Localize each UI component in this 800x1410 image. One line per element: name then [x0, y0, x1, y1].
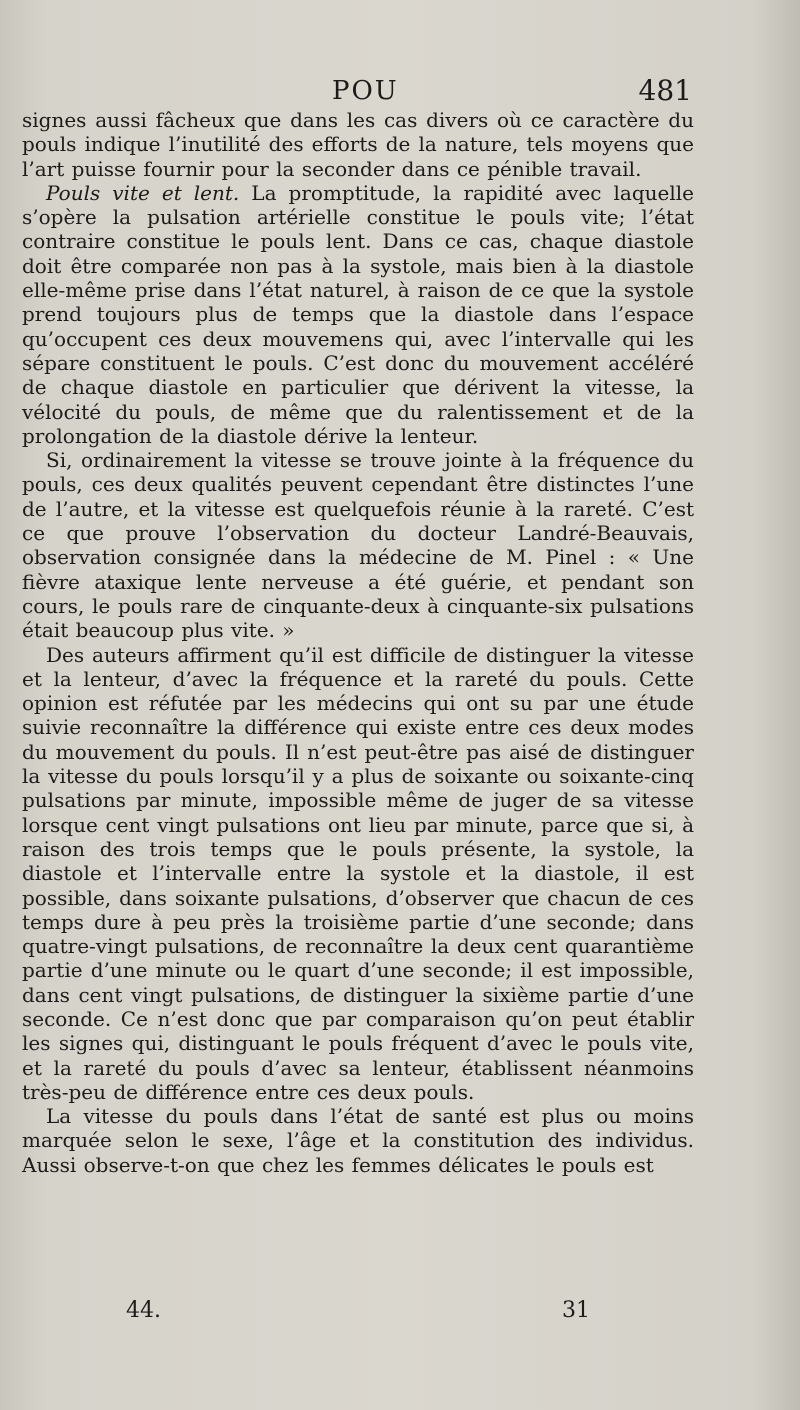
body-text [22, 108, 694, 1177]
paragraph-1: signes aussi fâcheux que dans les cas divers où ce caractère du pouls indique l’inutilité des efforts de la nature, tels moyens que l’art puisse fournir pour la seconder dans ce pénible travail. [22, 108, 694, 181]
sheet-number: 31 [562, 1298, 590, 1323]
paragraph-4: Des auteurs affirment qu’il est difficile de distinguer la vitesse et la lenteur, d’avec la fréquence et la rareté du pouls. Cette opinion est réfutée par les médecins qui ont su par une étude suivie reconnaître la différence qui existe entre ces deux modes du mouvement du pouls. Il n’est peut-être pas aisé de distinguer la vitesse du pouls lorsqu’il y a plus de soixante ou soixante-cinq pulsations par minute, impossible même de juger de sa vitesse lorsque cent vingt pulsations ont lieu par minute, parce que si, à raison des trois temps que le pouls présente, la systole, la diastole et l’intervalle entre la systole et la diastole, il est possible, dans soixante pulsations, d’observer que chacun de ces temps dure à peu près la troisième partie d’une seconde; dans quatre-vingt pulsations, de reconnaître la deux cent quarantième partie d’une minute ou le quart d’une seconde; il est impossible, dans cent vingt pulsations, de distinguer la sixième partie d’une seconde. Ce n’est donc que par comparaison qu’on peut établir les signes qui, distinguant le pouls fréquent d’avec le pouls vite, et la rareté du pouls d’avec sa lenteur, établissent néanmoins très-peu de différence entre ces deux pouls. [22, 642, 694, 1104]
paragraph-2-title: Pouls vite et lent. [46, 180, 240, 205]
paragraph-2-text: La promptitude, la rapidité avec laquelle s’opère la pulsation artérielle constitue le pouls vite; l’état contraire constitue le pouls lent. Dans ce cas, chaque diastole doit être comparée non pas à la systole, mais bien à la diastole elle-même prise dans l’état naturel, à raison de ce que la systole prend toujours plus de temps que la diastole dans l’espace qu’occupent ces deux mouvemens qui, avec l’intervalle qui les sépare constituent le pouls. C’est donc du mouvement accéléré de chaque diastole en particulier que dérivent la vitesse, la vélocité du pouls, de même que du ralentissement et de la prolongation de la diastole dérive la lenteur. [22, 180, 694, 448]
paragraph-2 [22, 181, 694, 448]
running-head: POU [332, 76, 399, 106]
page-footer [22, 1298, 694, 1338]
signature-mark: 44. [126, 1298, 161, 1323]
page-header [22, 68, 692, 108]
page-number: 481 [638, 74, 692, 107]
paragraph-3: Si, ordinairement la vitesse se trouve jointe à la fréquence du pouls, ces deux qualités peuvent cependant être distinctes l’une de l’autre, et la vitesse est quelquefois réunie à la rareté. C’est ce que prouve l’observation du docteur Landré-Beauvais, observation consignée dans la médecine de M. Pinel : « Une fièvre ataxique lente nerveuse a été guérie, et pendant son cours, le pouls rare de cinquante-deux à cinquante-six pulsations était beaucoup plus vite. » [22, 448, 694, 643]
paragraph-5: La vitesse du pouls dans l’état de santé est plus ou moins marquée selon le sexe, l’âge et la constitution des individus. Aussi observe-t-on que chez les femmes délicates le pouls est [22, 1104, 694, 1177]
